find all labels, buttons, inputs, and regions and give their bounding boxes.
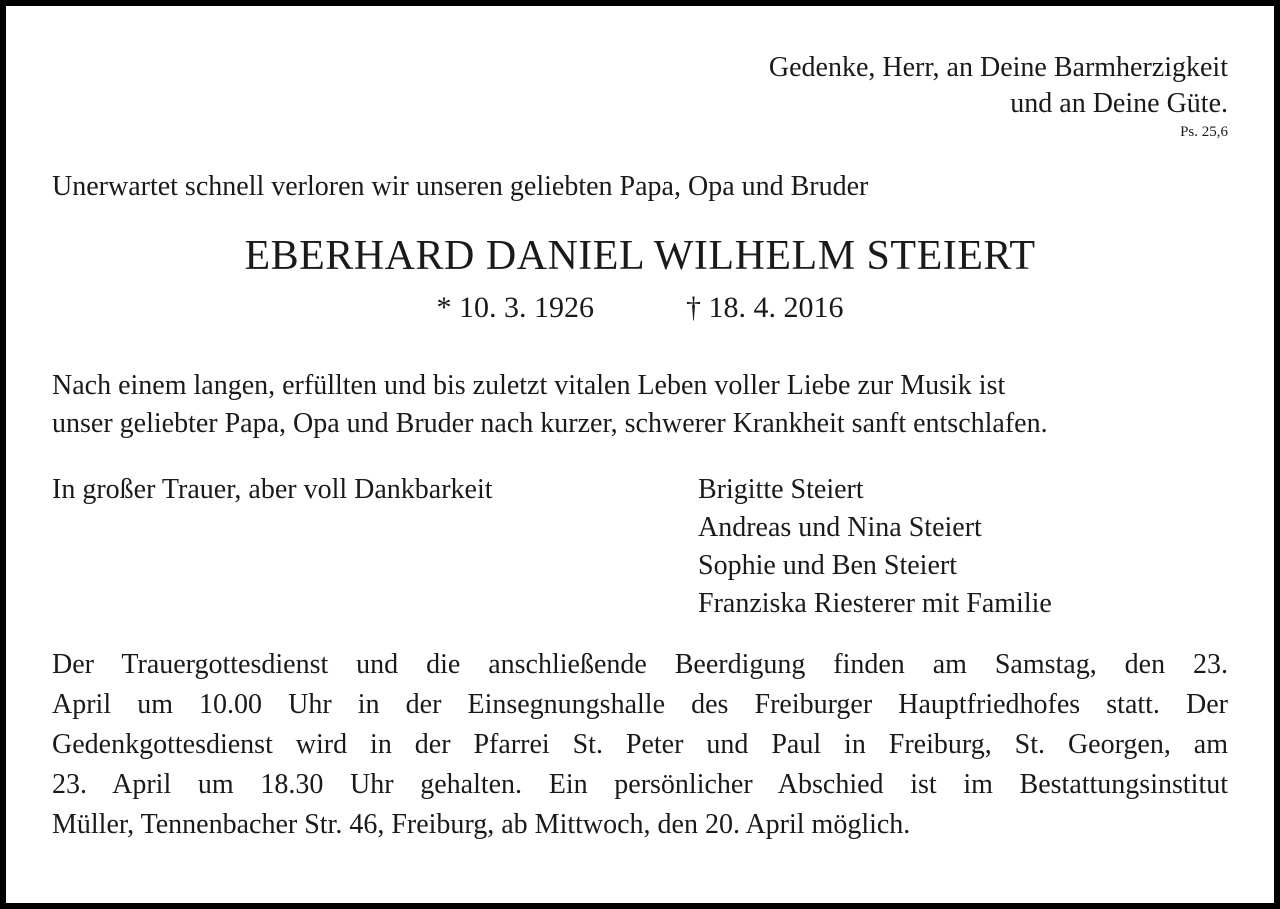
- mourner-name: Franziska Riesterer mit Familie: [698, 588, 1052, 619]
- mourners-phrase: In großer Trauer, aber voll Dankbarkeit: [52, 474, 493, 505]
- mourner-name: Brigitte Steiert: [698, 474, 864, 505]
- intro-text: Unerwartet schnell verloren wir unseren geliebten Papa, Opa und Bruder: [52, 171, 869, 202]
- epigraph-reference: Ps. 25,6: [1180, 124, 1228, 140]
- epigraph-line: und an Deine Güte.: [1010, 88, 1228, 119]
- deceased-name: EBERHARD DANIEL WILHELM STEIERT: [244, 233, 1036, 279]
- service-line: Der Trauergottesdienst und die anschließende Beerdigung finden am Samstag, den 23.: [52, 649, 1228, 680]
- mourners-section: [52, 471, 1228, 623]
- birth-date: * 10. 3. 1926: [436, 291, 594, 324]
- epigraph: [52, 50, 1228, 141]
- service-line: Gedenkgottesdienst wird in der Pfarrei St. Peter und Paul in Freiburg, St. Georgen, am: [52, 729, 1228, 760]
- mourner-name: Andreas und Nina Steiert: [698, 512, 982, 543]
- message-line: Nach einem langen, erfüllten und bis zuletzt vitalen Leben voller Liebe zur Musik ist: [52, 370, 1006, 401]
- death-date: † 18. 4. 2016: [686, 291, 844, 324]
- message-line: unser geliebter Papa, Opa und Bruder nach kurzer, schwerer Krankheit sanft entschlafen.: [52, 408, 1048, 439]
- mourners-names: [698, 471, 1052, 623]
- service-line: Müller, Tennenbacher Str. 46, Freiburg, ab Mittwoch, den 20. April möglich.: [52, 809, 911, 840]
- life-dates: [52, 289, 1228, 327]
- service-line: April um 10.00 Uhr in der Einsegnungshalle des Freiburger Hauptfriedhofes statt. Der: [52, 689, 1228, 720]
- service-line: 23. April um 18.30 Uhr gehalten. Ein persönlicher Abschied ist im Bestattungsinstitut: [52, 769, 1228, 800]
- service-info: [52, 645, 1228, 845]
- message: [52, 367, 1228, 443]
- mourner-name: Sophie und Ben Steiert: [698, 550, 957, 581]
- epigraph-line: Gedenke, Herr, an Deine Barmherzigkeit: [768, 52, 1228, 83]
